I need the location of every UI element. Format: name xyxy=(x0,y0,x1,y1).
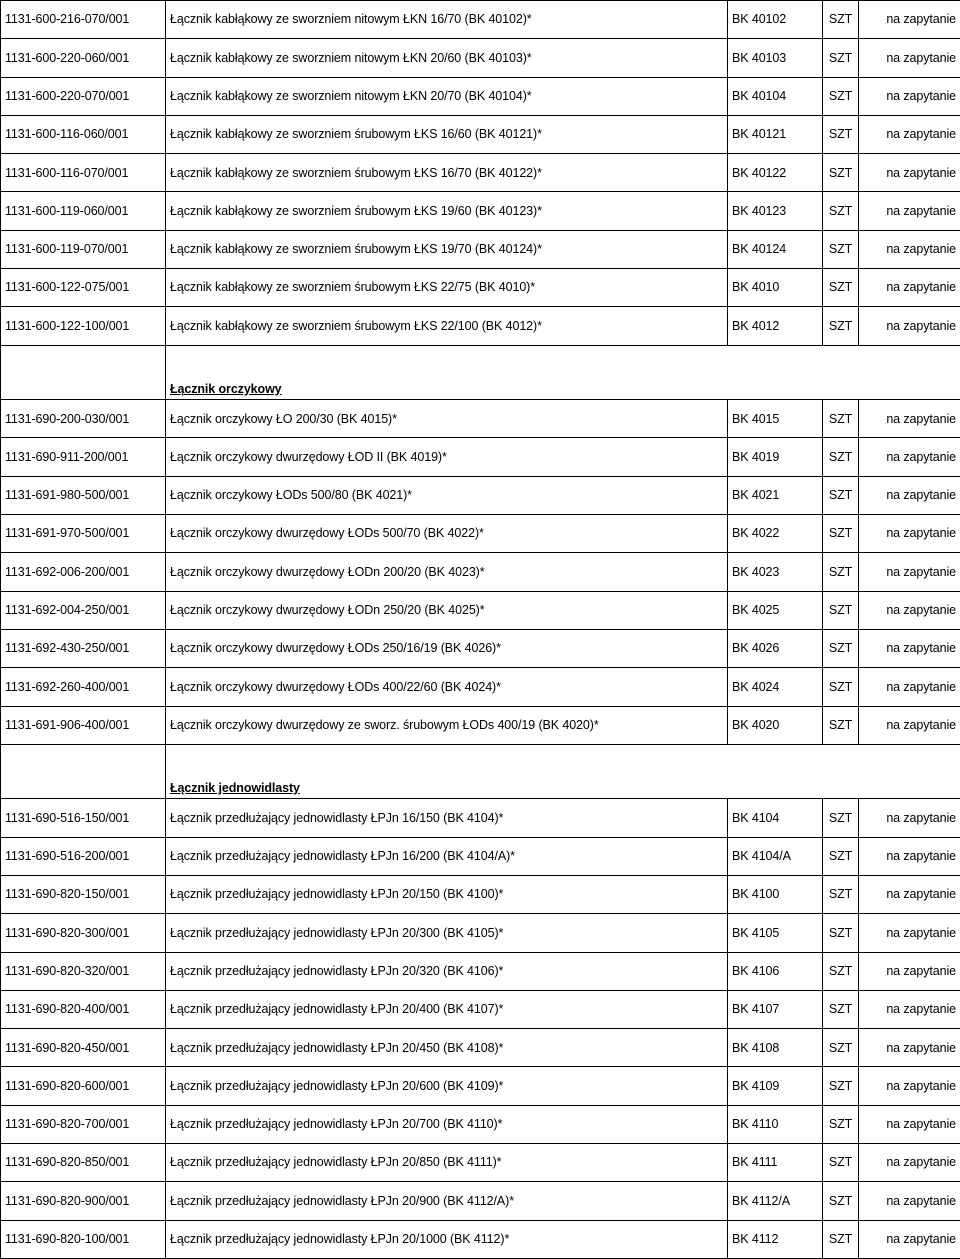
table-row xyxy=(1,1220,960,1258)
product-name-cell: Łącznik kabłąkowy ze sworzniem śrubowym ŁKS 19/60 (BK 40123)* xyxy=(166,192,728,230)
product-name-cell: Łącznik przedłużający jednowidlasty ŁPJn 20/400 (BK 4107)* xyxy=(166,990,728,1028)
price-cell: na zapytanie xyxy=(859,476,960,514)
product-code-cell: 1131-600-220-060/001 xyxy=(1,39,166,77)
bk-number-cell: BK 40121 xyxy=(728,115,823,153)
unit-cell: SZT xyxy=(823,591,859,629)
product-name-cell: Łącznik orczykowy dwurzędowy ze sworz. śrubowym ŁODs 400/19 (BK 4020)* xyxy=(166,706,728,744)
table-row xyxy=(1,1029,960,1067)
price-cell: na zapytanie xyxy=(859,591,960,629)
unit-cell: SZT xyxy=(823,307,859,345)
unit-cell: SZT xyxy=(823,990,859,1028)
bk-number-cell: BK 4100 xyxy=(728,875,823,913)
section-empty-cell xyxy=(728,345,960,400)
price-cell: na zapytanie xyxy=(859,1029,960,1067)
bk-number-cell: BK 4022 xyxy=(728,515,823,553)
product-name-cell: Łącznik przedłużający jednowidlasty ŁPJn 16/150 (BK 4104)* xyxy=(166,799,728,837)
unit-cell: SZT xyxy=(823,553,859,591)
product-name-cell: Łącznik przedłużający jednowidlasty ŁPJn 20/300 (BK 4105)* xyxy=(166,914,728,952)
unit-cell: SZT xyxy=(823,77,859,115)
price-cell: na zapytanie xyxy=(859,515,960,553)
table-row xyxy=(1,914,960,952)
price-cell: na zapytanie xyxy=(859,1,960,39)
bk-number-cell: BK 4104 xyxy=(728,799,823,837)
bk-number-cell: BK 4026 xyxy=(728,629,823,667)
bk-number-cell: BK 4019 xyxy=(728,438,823,476)
price-cell: na zapytanie xyxy=(859,1144,960,1182)
bk-number-cell: BK 4110 xyxy=(728,1105,823,1143)
bk-number-cell: BK 40104 xyxy=(728,77,823,115)
table-row xyxy=(1,154,960,192)
price-cell: na zapytanie xyxy=(859,990,960,1028)
price-cell: na zapytanie xyxy=(859,1182,960,1220)
price-cell: na zapytanie xyxy=(859,1067,960,1105)
product-name-cell: Łącznik kabłąkowy ze sworzniem nitowym ŁKN 16/70 (BK 40102)* xyxy=(166,1,728,39)
table-row xyxy=(1,39,960,77)
product-code-cell: 1131-691-970-500/001 xyxy=(1,515,166,553)
price-cell: na zapytanie xyxy=(859,837,960,875)
table-row xyxy=(1,400,960,438)
table-row xyxy=(1,1067,960,1105)
unit-cell: SZT xyxy=(823,1220,859,1258)
price-cell: na zapytanie xyxy=(859,269,960,307)
product-code-cell: 1131-600-220-070/001 xyxy=(1,77,166,115)
table-row xyxy=(1,1105,960,1143)
section-header-row xyxy=(1,345,960,400)
product-code-cell: 1131-692-260-400/001 xyxy=(1,668,166,706)
price-cell: na zapytanie xyxy=(859,706,960,744)
table-row xyxy=(1,115,960,153)
unit-cell: SZT xyxy=(823,1,859,39)
unit-cell: SZT xyxy=(823,192,859,230)
bk-number-cell: BK 4020 xyxy=(728,706,823,744)
section-header-row xyxy=(1,744,960,799)
table-row xyxy=(1,952,960,990)
product-name-cell: Łącznik kabłąkowy ze sworzniem śrubowym ŁKS 16/60 (BK 40121)* xyxy=(166,115,728,153)
price-cell: na zapytanie xyxy=(859,629,960,667)
price-cell: na zapytanie xyxy=(859,1220,960,1258)
product-code-cell: 1131-600-116-070/001 xyxy=(1,154,166,192)
product-name-cell: Łącznik przedłużający jednowidlasty ŁPJn 20/450 (BK 4108)* xyxy=(166,1029,728,1067)
section-empty-cell xyxy=(728,744,960,799)
product-code-cell: 1131-691-906-400/001 xyxy=(1,706,166,744)
bk-number-cell: BK 4021 xyxy=(728,476,823,514)
product-name-cell: Łącznik przedłużający jednowidlasty ŁPJn 20/600 (BK 4109)* xyxy=(166,1067,728,1105)
product-code-cell: 1131-690-820-600/001 xyxy=(1,1067,166,1105)
unit-cell: SZT xyxy=(823,269,859,307)
price-cell: na zapytanie xyxy=(859,875,960,913)
product-code-cell: 1131-691-980-500/001 xyxy=(1,476,166,514)
product-code-cell: 1131-600-122-075/001 xyxy=(1,269,166,307)
bk-number-cell: BK 4024 xyxy=(728,668,823,706)
product-code-cell: 1131-690-911-200/001 xyxy=(1,438,166,476)
product-name-cell: Łącznik przedłużający jednowidlasty ŁPJn 20/150 (BK 4100)* xyxy=(166,875,728,913)
unit-cell: SZT xyxy=(823,706,859,744)
price-cell: na zapytanie xyxy=(859,799,960,837)
bk-number-cell: BK 4012 xyxy=(728,307,823,345)
table-row xyxy=(1,837,960,875)
price-list-body xyxy=(1,1,960,1259)
section-empty-cell xyxy=(1,744,166,799)
unit-cell: SZT xyxy=(823,39,859,77)
product-code-cell: 1131-690-820-700/001 xyxy=(1,1105,166,1143)
bk-number-cell: BK 40103 xyxy=(728,39,823,77)
bk-number-cell: BK 40124 xyxy=(728,230,823,268)
table-row xyxy=(1,269,960,307)
product-code-cell: 1131-690-820-400/001 xyxy=(1,990,166,1028)
product-name-cell: Łącznik orczykowy dwurzędowy ŁODs 500/70 (BK 4022)* xyxy=(166,515,728,553)
table-row xyxy=(1,1182,960,1220)
unit-cell: SZT xyxy=(823,914,859,952)
price-cell: na zapytanie xyxy=(859,77,960,115)
table-row xyxy=(1,1144,960,1182)
table-row xyxy=(1,591,960,629)
table-row xyxy=(1,438,960,476)
unit-cell: SZT xyxy=(823,1029,859,1067)
product-name-cell: Łącznik orczykowy dwurzędowy ŁODs 250/16/19 (BK 4026)* xyxy=(166,629,728,667)
price-cell: na zapytanie xyxy=(859,914,960,952)
product-name-cell: Łącznik kabłąkowy ze sworzniem nitowym ŁKN 20/60 (BK 40103)* xyxy=(166,39,728,77)
product-name-cell: Łącznik orczykowy dwurzędowy ŁODn 250/20 (BK 4025)* xyxy=(166,591,728,629)
product-code-cell: 1131-690-516-150/001 xyxy=(1,799,166,837)
product-code-cell: 1131-690-820-450/001 xyxy=(1,1029,166,1067)
unit-cell: SZT xyxy=(823,668,859,706)
bk-number-cell: BK 40102 xyxy=(728,1,823,39)
bk-number-cell: BK 4112/A xyxy=(728,1182,823,1220)
product-code-cell: 1131-692-430-250/001 xyxy=(1,629,166,667)
table-row xyxy=(1,192,960,230)
table-row xyxy=(1,553,960,591)
product-name-cell: Łącznik przedłużający jednowidlasty ŁPJn 20/700 (BK 4110)* xyxy=(166,1105,728,1143)
product-code-cell: 1131-600-119-060/001 xyxy=(1,192,166,230)
table-row xyxy=(1,799,960,837)
table-row xyxy=(1,515,960,553)
bk-number-cell: BK 4023 xyxy=(728,553,823,591)
unit-cell: SZT xyxy=(823,515,859,553)
unit-cell: SZT xyxy=(823,438,859,476)
bk-number-cell: BK 4106 xyxy=(728,952,823,990)
table-row xyxy=(1,990,960,1028)
product-name-cell: Łącznik orczykowy dwurzędowy ŁODn 200/20 (BK 4023)* xyxy=(166,553,728,591)
product-name-cell: Łącznik przedłużający jednowidlasty ŁPJn 20/320 (BK 4106)* xyxy=(166,952,728,990)
bk-number-cell: BK 4104/A xyxy=(728,837,823,875)
unit-cell: SZT xyxy=(823,1067,859,1105)
price-cell: na zapytanie xyxy=(859,553,960,591)
product-code-cell: 1131-690-820-850/001 xyxy=(1,1144,166,1182)
product-code-cell: 1131-600-116-060/001 xyxy=(1,115,166,153)
price-cell: na zapytanie xyxy=(859,438,960,476)
product-name-cell: Łącznik przedłużający jednowidlasty ŁPJn 16/200 (BK 4104/A)* xyxy=(166,837,728,875)
product-name-cell: Łącznik orczykowy dwurzędowy ŁOD II (BK 4019)* xyxy=(166,438,728,476)
price-cell: na zapytanie xyxy=(859,952,960,990)
unit-cell: SZT xyxy=(823,154,859,192)
product-name-cell: Łącznik kabłąkowy ze sworzniem śrubowym ŁKS 22/100 (BK 4012)* xyxy=(166,307,728,345)
bk-number-cell: BK 40122 xyxy=(728,154,823,192)
unit-cell: SZT xyxy=(823,230,859,268)
unit-cell: SZT xyxy=(823,952,859,990)
product-code-cell: 1131-690-516-200/001 xyxy=(1,837,166,875)
product-code-cell: 1131-690-820-150/001 xyxy=(1,875,166,913)
product-code-cell: 1131-600-216-070/001 xyxy=(1,1,166,39)
product-code-cell: 1131-600-119-070/001 xyxy=(1,230,166,268)
product-name-cell: Łącznik kabłąkowy ze sworzniem śrubowym ŁKS 19/70 (BK 40124)* xyxy=(166,230,728,268)
unit-cell: SZT xyxy=(823,476,859,514)
product-code-cell: 1131-690-820-320/001 xyxy=(1,952,166,990)
price-cell: na zapytanie xyxy=(859,115,960,153)
product-code-cell: 1131-690-820-300/001 xyxy=(1,914,166,952)
bk-number-cell: BK 4111 xyxy=(728,1144,823,1182)
bk-number-cell: BK 4112 xyxy=(728,1220,823,1258)
table-row xyxy=(1,77,960,115)
bk-number-cell: BK 4025 xyxy=(728,591,823,629)
price-cell: na zapytanie xyxy=(859,668,960,706)
unit-cell: SZT xyxy=(823,115,859,153)
table-row xyxy=(1,307,960,345)
product-name-cell: Łącznik orczykowy ŁO 200/30 (BK 4015)* xyxy=(166,400,728,438)
unit-cell: SZT xyxy=(823,875,859,913)
price-cell: na zapytanie xyxy=(859,1105,960,1143)
table-row xyxy=(1,629,960,667)
price-cell: na zapytanie xyxy=(859,307,960,345)
table-row xyxy=(1,1,960,39)
price-cell: na zapytanie xyxy=(859,230,960,268)
table-row xyxy=(1,668,960,706)
unit-cell: SZT xyxy=(823,1182,859,1220)
bk-number-cell: BK 40123 xyxy=(728,192,823,230)
unit-cell: SZT xyxy=(823,1144,859,1182)
bk-number-cell: BK 4105 xyxy=(728,914,823,952)
product-name-cell: Łącznik przedłużający jednowidlasty ŁPJn 20/900 (BK 4112/A)* xyxy=(166,1182,728,1220)
product-code-cell: 1131-690-200-030/001 xyxy=(1,400,166,438)
table-row xyxy=(1,476,960,514)
bk-number-cell: BK 4109 xyxy=(728,1067,823,1105)
product-name-cell: Łącznik kabłąkowy ze sworzniem śrubowym ŁKS 16/70 (BK 40122)* xyxy=(166,154,728,192)
product-code-cell: 1131-692-004-250/001 xyxy=(1,591,166,629)
product-name-cell: Łącznik przedłużający jednowidlasty ŁPJn 20/850 (BK 4111)* xyxy=(166,1144,728,1182)
product-name-cell: Łącznik przedłużający jednowidlasty ŁPJn 20/1000 (BK 4112)* xyxy=(166,1220,728,1258)
table-row xyxy=(1,706,960,744)
product-code-cell: 1131-690-820-100/001 xyxy=(1,1220,166,1258)
bk-number-cell: BK 4015 xyxy=(728,400,823,438)
product-code-cell: 1131-692-006-200/001 xyxy=(1,553,166,591)
bk-number-cell: BK 4010 xyxy=(728,269,823,307)
unit-cell: SZT xyxy=(823,1105,859,1143)
price-cell: na zapytanie xyxy=(859,400,960,438)
product-code-cell: 1131-690-820-900/001 xyxy=(1,1182,166,1220)
product-code-cell: 1131-600-122-100/001 xyxy=(1,307,166,345)
bk-number-cell: BK 4108 xyxy=(728,1029,823,1067)
product-name-cell: Łącznik kabłąkowy ze sworzniem śrubowym ŁKS 22/75 (BK 4010)* xyxy=(166,269,728,307)
price-cell: na zapytanie xyxy=(859,39,960,77)
product-name-cell: Łącznik kabłąkowy ze sworzniem nitowym ŁKN 20/70 (BK 40104)* xyxy=(166,77,728,115)
unit-cell: SZT xyxy=(823,837,859,875)
table-row xyxy=(1,875,960,913)
unit-cell: SZT xyxy=(823,400,859,438)
product-name-cell: Łącznik orczykowy ŁODs 500/80 (BK 4021)* xyxy=(166,476,728,514)
product-name-cell: Łącznik orczykowy dwurzędowy ŁODs 400/22/60 (BK 4024)* xyxy=(166,668,728,706)
section-empty-cell xyxy=(1,345,166,400)
section-title: Łącznik jednowidlasty xyxy=(166,744,728,799)
unit-cell: SZT xyxy=(823,799,859,837)
price-cell: na zapytanie xyxy=(859,192,960,230)
section-title: Łącznik orczykowy xyxy=(166,345,728,400)
unit-cell: SZT xyxy=(823,629,859,667)
bk-number-cell: BK 4107 xyxy=(728,990,823,1028)
price-cell: na zapytanie xyxy=(859,154,960,192)
table-row xyxy=(1,230,960,268)
